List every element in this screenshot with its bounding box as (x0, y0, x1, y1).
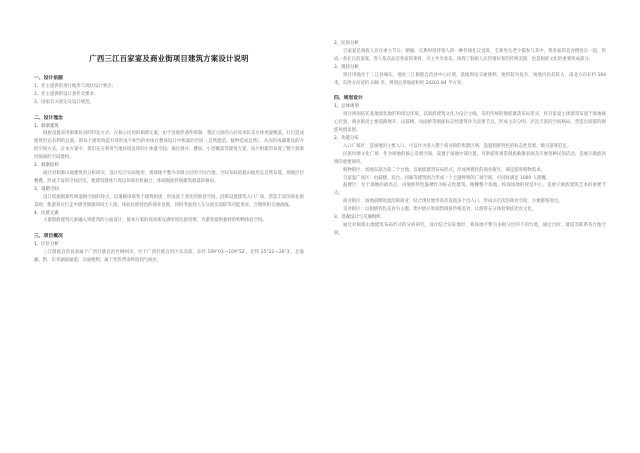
list-item: 2、业主提供的设计条件及要求； (34, 91, 99, 97)
paragraph: 三江侗族自治县隶属于广西壮族自治区柳州市，位于广西壮族自治区东北部，东经 109°03′~109°52′，北纬 25°22′~26°3′，北靠湘、黔，东邻湖南通道，交通便利，属于亚热带南岭湿润气候区。 (34, 250, 304, 264)
paragraph: 通过对侗寨山地建筑的分析研究，设计结合实际地形，将场地平整为多级分层的不同台地，空间布局依据山地形态自然布置，场地层层叠叠，形成丰富的空间层次，使建筑群体与周边环境有机融合，体现侗族传统建筑群落的格局。 (34, 170, 304, 184)
paragraph: 美食街区：以侗族特色美食为主题，集中展示和销售侗族传统美食，让游客充分体验侗族饮食文化。 (343, 207, 537, 213)
right-column (334, 40, 606, 238)
subheading-dong-architecture: 1、侗寨建筑 (34, 123, 59, 129)
subheading-site-status: 3、现状分析 (334, 64, 359, 70)
paragraph: 设计依据侗寨传统道路空间的特点，以道路串联各个建筑组团，形成富于变化的街巷空间，沿街设置建筑入口广场，营造丰富的商业街景观，使游客在行走中感受侗寨的风土人情，体验民族特色的商业氛围，同时考虑到人车分流及消防等功能要求，合理组织交通流线。 (34, 194, 304, 208)
section-heading-concept: 二、设计理念 (34, 115, 63, 121)
list-item: 1、业主提供的项目地形与现状设计要点； (34, 83, 116, 89)
section-heading-planning: 四、规划设计 (334, 96, 363, 102)
subheading-road-space: 3、道路空间 (34, 186, 59, 192)
subheading-landscape-traffic: 3、景观设计与交通组织 (334, 215, 381, 221)
paragraph: 项目规划依托基地现状地形和周边环境，以侗族建筑文化为设计主线，采用传统的侗族寨落布局形式，将百家宴主体建筑布置于场地核心位置，商业街沿主要道路展开，以鼓楼、风雨桥等侗族标志性建筑作为景观节点，形成主次分明、层次丰富的空间格局，营造出浓郁的侗族风情氛围。 (334, 112, 606, 134)
paragraph: 购物街区：场地东部为第二个台地，以侗族建筑布局形式，形成规模化的商业街区，满足游客购物需求。 (343, 167, 545, 173)
subheading-ethnic-elements: 4、民族元素 (34, 210, 59, 216)
paragraph: 百家宴是侗族人民在重大节日、婚嫁、庆典时招待客人的一种传统礼仪宴席，全寨男女老少都参与其中，将各家的美食摆放在一起，形成一条长长的宴席，客人依次品尝各家的菜肴，宾主共享欢乐，体现了侗族人民热情好客的传统美德，也是侗族文化的重要组成部分。 (334, 48, 606, 62)
paragraph: 百家宴广场区：由鼓楼、戏台、回廊等建筑围合形成一个主题鲜明的广场空间，可同时满足 1000 人就餐。 (343, 175, 551, 181)
paragraph: 侗族设置采用侗寨民居的特征方式：在核心民居的侗寨元素，由于受地形条件限制，我民元间的古民风本队及水体风貌聚落，打扫造成建筑形态有利的总量。即每个建筑构造有效形成不相当的单体在整体设计中体量的空间（自然建造、植物造成自然）。从而形成确建设的介的空间方式，在本方案中，我们充分利用当地环境发挥的小体量空间，通过排并、叠加、小型聚落等建筑方案，每片组建的布置了整个侗寨风情商的空间建构。 (34, 131, 304, 161)
paragraph: 鼓楼区：位于场地的最高点，由侗族特色鼓楼作为标志性建筑，俯瞰整个场地，构成场地的视觉中心，是展示侗族建筑艺术的重要节点。 (334, 183, 606, 197)
paragraph: 大量侗族建筑元素融入到建筑的立面设计，使本方案的商业街充满浓厚民族风情，为游客提供独特的购物体验空间。 (43, 218, 267, 224)
subheading-location: 1、区位分析 (34, 242, 59, 248)
list-item: 3、国家有关规定及设计规范。 (34, 99, 94, 105)
subheading-folk-custom: 2、民俗分析 (334, 41, 359, 46)
paragraph: 通过对侗寨山地建筑布局形式的分析研究，设计结合实际地形，将场地平整为多级分层的不同台地，通过台阶、坡道等联系各台地空间。 (334, 222, 606, 236)
paragraph: 民族风情文化广场：作为场地的核心景观空间，设置于场地中部位置，可供游客观赏侗族歌舞表演及开展各种民俗活动，是展示侗族风情的重要场所。 (334, 151, 606, 165)
paragraph: 项目用地位于三江县城东，地处三江侗族自治县中心区域，基地周边交通便利，地形较为复杂，场地内高差较大，南北方向长约 164 米，东西方向宽约 106 米，规划总用地面积约 24201.84 平方米。 (334, 72, 606, 86)
section-heading-overview: 三、项目概况 (34, 234, 63, 240)
subheading-function-layout: 2、功能分布 (334, 135, 359, 141)
subheading-dong-structure: 2、侗寨结构 (34, 163, 59, 169)
section-heading-basis: 一、设计依据 (34, 76, 63, 81)
document-title: 广西三江百家宴及商业街项目建筑方案设计说明 (89, 54, 249, 63)
left-column (34, 40, 304, 265)
subheading-master-plan: 1、总体规划 (334, 104, 359, 110)
paragraph: 入口广场区：是场地的主要入口，可以作为进入整个商业街的集散区域，设置侗族特色的标志性景观，吸引游客驻足。 (343, 143, 572, 149)
paragraph: 商业街区：场地南侧设置沿街商业，结合现状地形高差设置多个出入口，形成多层次的商业空间，方便游客进出。 (343, 199, 563, 205)
